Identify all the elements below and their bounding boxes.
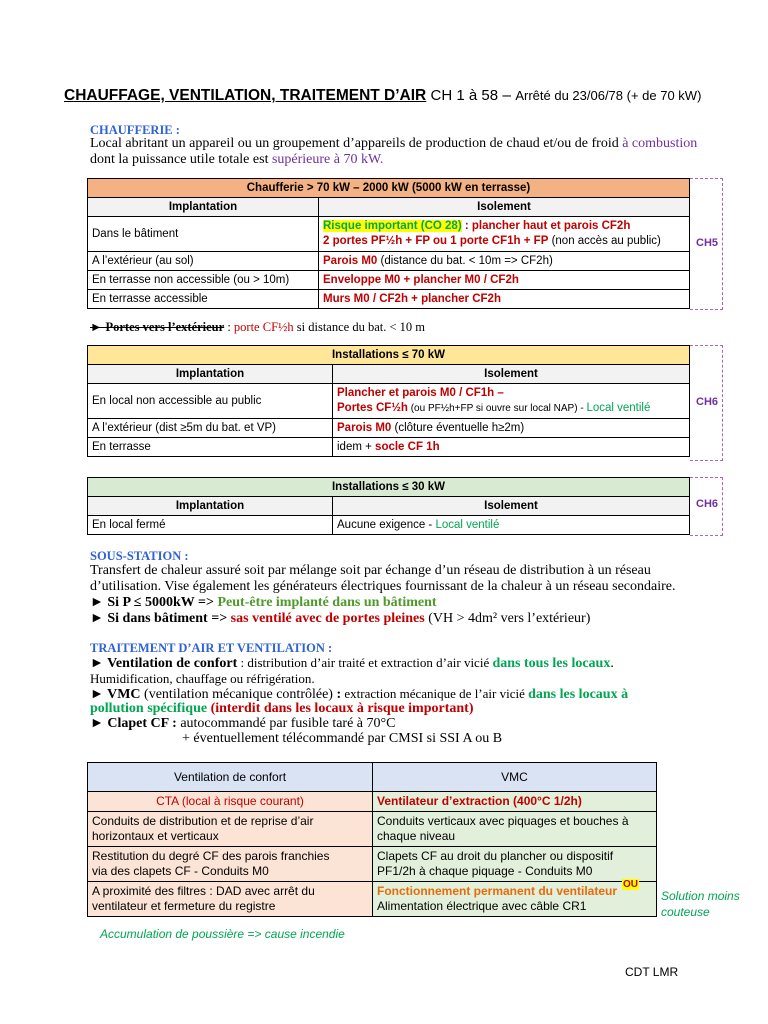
table1-r1c2-b: : plancher haut et parois CF2h [461, 220, 631, 232]
sousstation-l4-c: (VH > 4dm² vers l’extérieur) [424, 611, 591, 626]
chaufferie-line1-b: à combustion [622, 136, 698, 151]
table4-r2c2-b: chaque niveau [377, 829, 456, 843]
portes-dist: si distance du bat. < 10 m [293, 320, 425, 334]
table1-r1c2-d: (non accès au public) [548, 235, 661, 247]
table4-r3c1-b: via des clapets CF - Conduits M0 [92, 864, 269, 878]
table4-r2c2-a: Conduits verticaux avec piquages et bouches à [377, 814, 629, 828]
table4-r1c2: Ventilateur d’extraction (400°C 1/2h) [373, 792, 657, 812]
table3-col-implantation: Implantation [88, 497, 333, 516]
table1-r2c2-b: (distance du bat. < 10m => CF2h) [377, 254, 553, 267]
table2-r2c2-b: (clôture éventuelle h≥2m) [391, 421, 525, 434]
table2-r1c1: En local non accessible au public [88, 384, 333, 419]
table3-r1c2-b: Local ventilé [435, 518, 500, 531]
traitement-l1-b: : distribution d’air traité et extraction d’air vicié [237, 655, 493, 670]
table2-r1c2-c: (ou PF½h+FP si ouvre sur local NAP) - [407, 403, 587, 414]
table4-r4c2 [373, 882, 657, 917]
footer-author: CDT LMR [625, 965, 679, 979]
table1-r1c2-c: 2 portes PF½h + FP ou 1 porte CF1h + FP [323, 235, 549, 247]
traitement-l4-b: (interdit dans les locaux à risque important) [210, 701, 474, 716]
table1-r2c2-a: Parois M0 [323, 254, 378, 267]
table4-r1c1: CTA (local à risque courant) [88, 792, 373, 812]
traitement-l1-d: . [610, 656, 614, 671]
traitement-l5-a: ► Clapet CF : [90, 716, 177, 731]
table4-r3c2-a: Clapets CF au droit du plancher ou dispositif [377, 849, 614, 863]
table4-r4c1 [88, 882, 373, 917]
chaufferie-line2-a: dont la puissance utile totale est [90, 152, 272, 167]
table-installations-30kw [87, 477, 690, 535]
table2-r3c2 [333, 438, 690, 457]
traitement-heading: TRAITEMENT D’AIR ET VENTILATION : [90, 641, 333, 655]
sousstation-l1: Transfert de chaleur assuré soit par mélange soit par échange d’un réseau de distribution à un réseau [90, 563, 651, 578]
table1-r3c1: En terrasse non accessible (ou > 10m) [88, 271, 319, 290]
table2-r2c2 [333, 419, 690, 438]
page-title [64, 87, 701, 105]
portes-line [90, 319, 425, 335]
table4-r4c1-b: ventilateur et fermeture du registre [92, 899, 276, 913]
table3-ch-tag: CH6 [696, 498, 719, 510]
table1-ch-tag: CH5 [696, 237, 719, 249]
title-main: CHAUFFAGE, VENTILATION, TRAITEMENT D’AIR [64, 87, 427, 104]
traitement-l2: Humidification, chauffage ou réfrigération. [90, 671, 315, 686]
portes-cf: porte CF½h [233, 320, 294, 334]
table1-col-implantation: Implantation [88, 198, 319, 217]
table4-r2c2 [373, 812, 657, 847]
table2-r2c2-a: Parois M0 [337, 421, 392, 434]
traitement-l1 [90, 655, 614, 672]
traitement-l6: + éventuellement télécommandé par CMSI si SSI A ou B [182, 731, 503, 746]
traitement-l1-c: dans tous les locaux [492, 656, 611, 671]
table1-r4c2: Murs M0 / CF2h + plancher CF2h [319, 290, 690, 309]
table3-title: Installations ≤ 30 kW [88, 478, 690, 497]
table2-r3c2-b: socle CF 1h [375, 440, 440, 453]
table1-r1c1: Dans le bâtiment [88, 217, 319, 252]
sousstation-heading: SOUS-STATION : [90, 549, 189, 563]
table1-r3c2: Enveloppe M0 + plancher M0 / CF2h [319, 271, 690, 290]
traitement-l4 [90, 701, 473, 717]
table4-r2c1-a: Conduits de distribution et de reprise d’air [92, 814, 314, 828]
title-ch: CH 1 à 58 [430, 87, 499, 104]
table4-r3c2 [373, 847, 657, 882]
title-dash: – [498, 87, 516, 104]
chaufferie-line2-b: supérieure à 70 kW. [271, 152, 384, 167]
table2-r3c1: En terrasse [88, 438, 333, 457]
table1-r4c1: En terrasse accessible [88, 290, 319, 309]
table2-ch-tag: CH6 [696, 396, 719, 408]
title-arrete: Arrêté du 23/06/78 (+ de 70 kW) [515, 88, 702, 103]
traitement-l4-a: pollution spécifique [90, 701, 211, 716]
table3-r1c1: En local fermé [88, 516, 333, 535]
accumulation-note: Accumulation de poussière => cause incendie [100, 927, 345, 941]
table2-r1c2 [333, 384, 690, 419]
side-note-2: couteuse [661, 905, 710, 919]
traitement-l3-c: : [336, 687, 342, 702]
sousstation-l3-a: ► Si P ≤ 5000kW => [90, 595, 218, 610]
table2-title: Installations ≤ 70 kW [88, 346, 690, 365]
table2-r3c2-a: idem + [337, 440, 376, 453]
sousstation-l4-a: ► Si dans bâtiment => [90, 611, 231, 626]
traitement-l3-a: ► VMC [90, 687, 141, 702]
table2-r1c2-a: Plancher et parois M0 / CF1h – [337, 387, 504, 399]
table4-h1: Ventilation de confort [88, 763, 373, 792]
sousstation-l4 [90, 611, 590, 627]
table4-h2: VMC [373, 763, 657, 792]
table4-r4c2-b: Alimentation électrique avec câble CR1 [377, 899, 587, 913]
traitement-l3-d: extraction mécanique de l’air vicié [341, 686, 529, 701]
table4-r4c2-a: Fonctionnement permanent du ventilateur [377, 884, 618, 898]
table2-col-isolement: Isolement [333, 365, 690, 384]
side-note [661, 888, 740, 920]
traitement-l5-b: autocommandé par fusible taré à 70°C [176, 716, 396, 731]
table-chaufferie [87, 178, 690, 309]
table1-r1c2 [319, 217, 690, 252]
table3-col-isolement: Isolement [333, 497, 690, 516]
table4-r3c1-a: Restitution du degré CF des parois franchies [92, 849, 330, 863]
portes-sep: : [224, 320, 234, 334]
chaufferie-heading: CHAUFFERIE : [90, 123, 180, 137]
table-ventilation [87, 762, 657, 917]
table3-r1c2 [333, 516, 690, 535]
sousstation-l3 [90, 595, 437, 611]
table4-r2c1 [88, 812, 373, 847]
table2-r1c2-d: Local ventilé [586, 402, 651, 414]
traitement-l1-a: ► Ventilation de confort [90, 656, 238, 671]
traitement-l5 [90, 716, 395, 732]
table4-r4c1-a: A proximité des filtres : DAD avec arrêt du [92, 884, 315, 898]
sousstation-l2: d’utilisation. Vise également les générateurs électriques fournissant de la chaleur à un réseau secondaire. [90, 579, 676, 594]
table1-col-isolement: Isolement [319, 198, 690, 217]
table-installations-70kw [87, 345, 690, 457]
chaufferie-line1 [90, 136, 697, 152]
table1-r2c2 [319, 252, 690, 271]
table1-title: Chaufferie > 70 kW – 2000 kW (5000 kW en terrasse) [88, 179, 690, 198]
traitement-l3-b: (ventilation mécanique contrôlée) [140, 687, 337, 702]
chaufferie-line1-a: Local abritant un appareil ou un groupement d’appareils de production de chaud et/ou de froid [90, 136, 623, 151]
table4-r2c1-b: horizontaux et verticaux [92, 829, 219, 843]
table1-r2c1: A l’extérieur (au sol) [88, 252, 319, 271]
chaufferie-line2 [90, 152, 383, 168]
table2-r2c1: A l’extérieur (dist ≥5m du bat. et VP) [88, 419, 333, 438]
sousstation-l4-b: sas ventilé avec de portes pleines [230, 611, 425, 626]
table4-r3c2-b: PF1/2h à chaque piquage - Conduits M0 [377, 864, 593, 878]
table2-col-implantation: Implantation [88, 365, 333, 384]
side-note-1: Solution moins [661, 889, 740, 903]
table2-r1c2-b: Portes CF½h [337, 402, 408, 414]
table4-r3c1 [88, 847, 373, 882]
portes-label: ► Portes vers l’extérieur [90, 320, 225, 334]
traitement-l3-e: dans les locaux à [528, 687, 629, 702]
table3-r1c2-a: Aucune exigence - [337, 518, 436, 531]
ou-badge: OU [623, 879, 638, 890]
risque-important-highlight: Risque important (CO 28) [323, 220, 462, 232]
sousstation-l3-b: Peut-être implanté dans un bâtiment [217, 595, 437, 610]
